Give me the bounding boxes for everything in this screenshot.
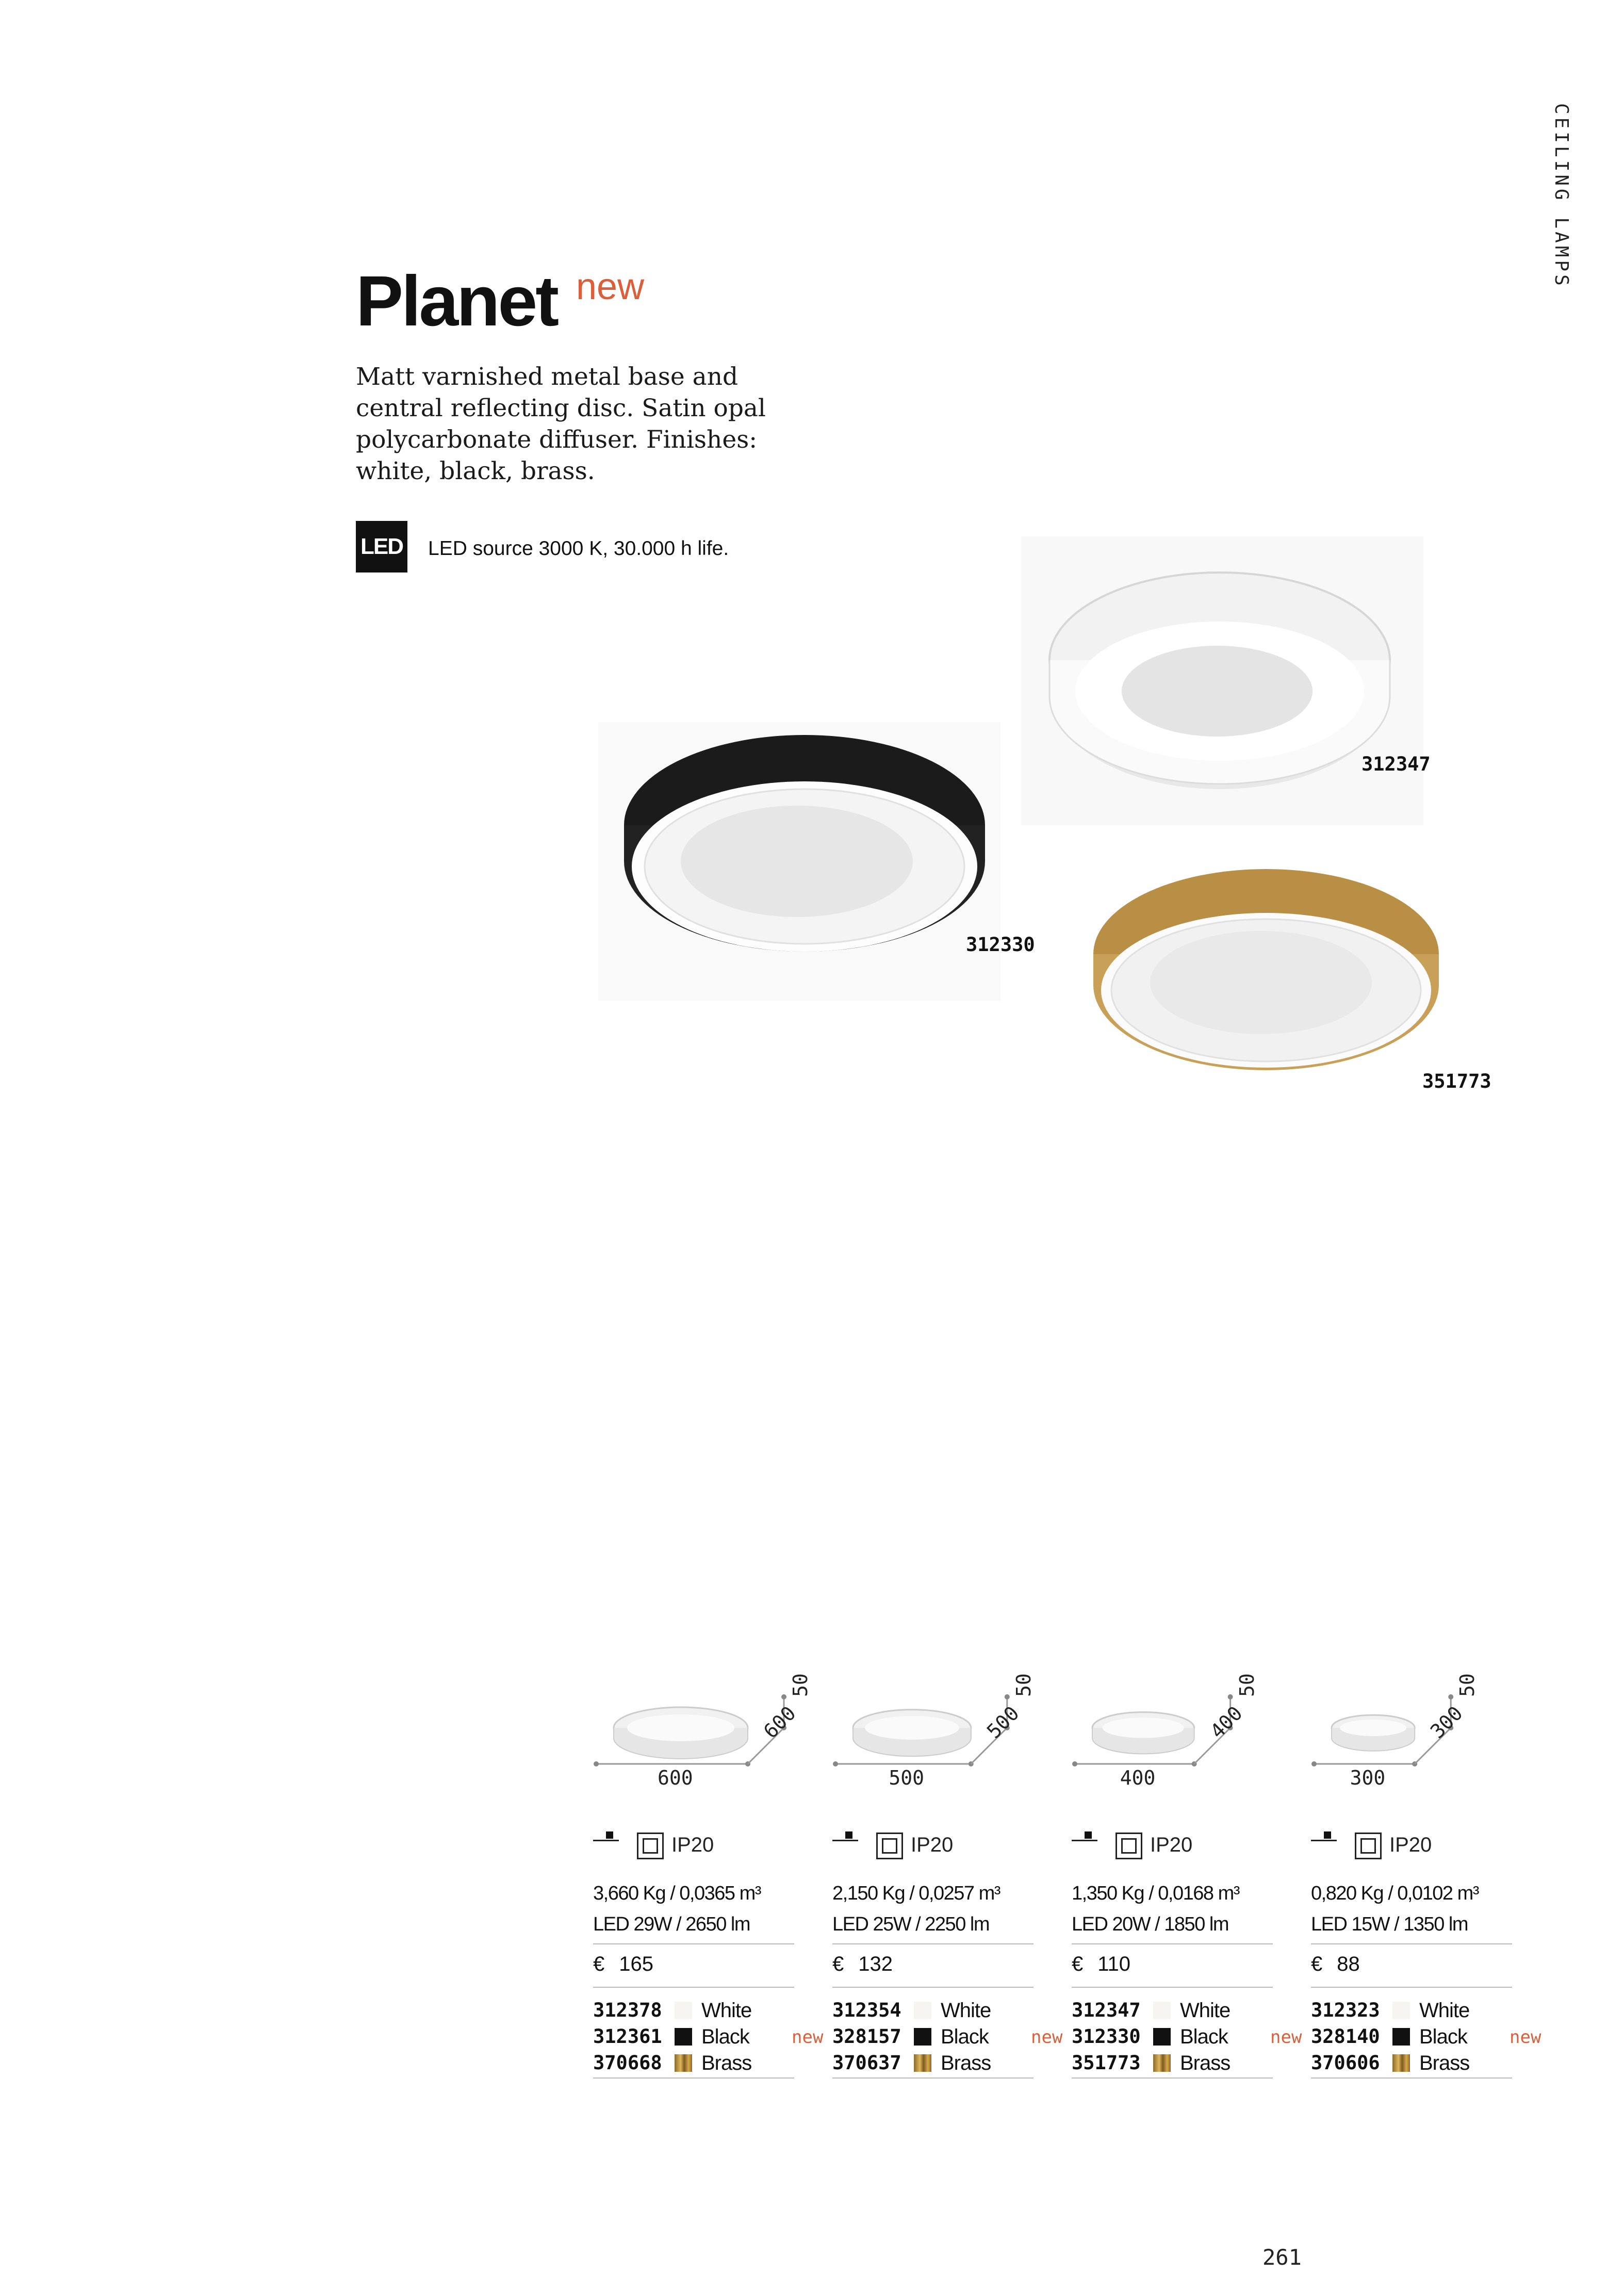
finish-row-white bbox=[1072, 1997, 1309, 2023]
new-tag: new bbox=[792, 2027, 824, 2048]
price bbox=[1311, 1953, 1360, 1976]
finish-name: White bbox=[941, 1999, 991, 2022]
finish-name: Black bbox=[1419, 2025, 1467, 2048]
swatch-brass bbox=[675, 2054, 692, 2072]
article-code: 312330 bbox=[1072, 2025, 1141, 2048]
ip-class-icon bbox=[1355, 1833, 1382, 1859]
swatch-black bbox=[1392, 2028, 1410, 2046]
weight-volume: 1,350 Kg / 0,0168 m³ bbox=[1072, 1883, 1239, 1904]
weight-volume: 2,150 Kg / 0,0257 m³ bbox=[832, 1883, 1000, 1904]
led-power: LED 20W / 1850 lm bbox=[1072, 1913, 1228, 1935]
photo-code-white: 312347 bbox=[1361, 753, 1431, 775]
article-code: 312323 bbox=[1311, 1999, 1380, 2021]
photo-code-brass: 351773 bbox=[1422, 1070, 1491, 1092]
finish-row-white bbox=[1311, 1997, 1548, 2023]
finish-name: Brass bbox=[941, 2052, 991, 2074]
led-power: LED 25W / 2250 lm bbox=[832, 1913, 989, 1935]
dimension-drawing bbox=[1311, 1666, 1517, 1805]
finish-row-brass bbox=[593, 2050, 830, 2075]
currency-symbol: € bbox=[1311, 1953, 1323, 1975]
dim-depth: 600 bbox=[759, 1702, 800, 1743]
article-code: 370606 bbox=[1311, 2052, 1380, 2074]
dim-diameter: 400 bbox=[1120, 1766, 1156, 1789]
price bbox=[593, 1953, 653, 1976]
currency-symbol: € bbox=[1072, 1953, 1084, 1975]
led-power: LED 15W / 1350 lm bbox=[1311, 1913, 1468, 1935]
divider bbox=[832, 1987, 1034, 1988]
divider bbox=[593, 1987, 794, 1988]
finish-name: Black bbox=[701, 2025, 749, 2048]
article-code: 312347 bbox=[1072, 1999, 1141, 2021]
dim-height: 50 bbox=[1012, 1673, 1035, 1697]
finish-name: Black bbox=[941, 2025, 989, 2048]
article-code: 328140 bbox=[1311, 2025, 1380, 2048]
article-code: 312361 bbox=[593, 2025, 662, 2048]
product-title: Planet bbox=[356, 261, 557, 341]
divider bbox=[1311, 1943, 1512, 1944]
mounting-icon bbox=[832, 1828, 858, 1841]
price-value: 165 bbox=[619, 1953, 653, 1975]
divider bbox=[1072, 2077, 1273, 2079]
ip-rating: IP20 bbox=[671, 1834, 714, 1856]
ip-rating-row bbox=[1311, 1828, 1512, 1859]
dim-height: 50 bbox=[1235, 1673, 1258, 1697]
swatch-white bbox=[1392, 2002, 1410, 2019]
swatch-white bbox=[1153, 2002, 1171, 2019]
price bbox=[1072, 1953, 1130, 1976]
new-badge: new bbox=[576, 266, 645, 307]
ip-class-icon bbox=[637, 1833, 664, 1859]
dim-height: 50 bbox=[1456, 1673, 1479, 1697]
section-label: CEILING LAMPS bbox=[1551, 103, 1572, 289]
mounting-icon bbox=[1311, 1828, 1337, 1841]
photo-brass-lamp bbox=[1073, 866, 1459, 1083]
price-value: 110 bbox=[1097, 1953, 1131, 1975]
mounting-icon bbox=[593, 1828, 619, 1841]
divider bbox=[593, 2077, 794, 2079]
dim-depth: 300 bbox=[1426, 1702, 1467, 1743]
currency-symbol: € bbox=[593, 1953, 605, 1975]
price-value: 132 bbox=[858, 1953, 893, 1975]
led-power: LED 29W / 2650 lm bbox=[593, 1913, 750, 1935]
dim-diameter: 600 bbox=[658, 1766, 693, 1789]
ip-rating: IP20 bbox=[1150, 1834, 1193, 1856]
dim-depth: 500 bbox=[982, 1702, 1024, 1743]
finish-row-white bbox=[593, 1997, 830, 2023]
swatch-black bbox=[1153, 2028, 1171, 2046]
finish-name: White bbox=[701, 1999, 752, 2022]
swatch-white bbox=[914, 2002, 931, 2019]
swatch-brass bbox=[1392, 2054, 1410, 2072]
finish-name: Brass bbox=[1419, 2052, 1470, 2074]
finish-name: White bbox=[1180, 1999, 1231, 2022]
dim-diameter: 300 bbox=[1350, 1766, 1386, 1789]
ip-rating-row bbox=[1072, 1828, 1273, 1859]
price bbox=[832, 1953, 893, 1976]
swatch-black bbox=[675, 2028, 692, 2046]
finish-name: White bbox=[1419, 1999, 1470, 2022]
dim-depth: 400 bbox=[1205, 1702, 1247, 1743]
weight-volume: 3,660 Kg / 0,0365 m³ bbox=[593, 1883, 761, 1904]
ip-class-icon bbox=[876, 1833, 903, 1859]
product-description: Matt varnished metal base and central reflecting disc. Satin opal polycarbonate diffuser. Finishes: white, black, brass. bbox=[356, 363, 766, 485]
mounting-icon bbox=[1072, 1828, 1097, 1841]
divider bbox=[832, 2077, 1034, 2079]
swatch-white bbox=[675, 2002, 692, 2019]
dimension-drawing bbox=[832, 1666, 1039, 1805]
finish-name: Black bbox=[1180, 2025, 1228, 2048]
finish-name: Brass bbox=[1180, 2052, 1231, 2074]
swatch-black bbox=[914, 2028, 931, 2046]
photo-code-black: 312330 bbox=[966, 934, 1035, 956]
divider bbox=[1311, 2077, 1512, 2079]
ip-rating: IP20 bbox=[911, 1834, 954, 1856]
finish-name: Brass bbox=[701, 2052, 752, 2074]
new-tag: new bbox=[1270, 2027, 1302, 2048]
finish-row-brass bbox=[1311, 2050, 1548, 2075]
finish-row-white bbox=[832, 1997, 1070, 2023]
article-code: 312378 bbox=[593, 1999, 662, 2021]
article-code: 312354 bbox=[832, 1999, 901, 2021]
divider bbox=[1072, 1987, 1273, 1988]
page-number: 261 bbox=[1262, 2245, 1302, 2270]
divider bbox=[832, 1943, 1034, 1944]
ip-class-icon bbox=[1116, 1833, 1142, 1859]
currency-symbol: € bbox=[832, 1953, 844, 1975]
divider bbox=[593, 1943, 794, 1944]
new-tag: new bbox=[1031, 2027, 1063, 2048]
finish-row-brass bbox=[1072, 2050, 1309, 2075]
photo-black-lamp bbox=[598, 722, 1000, 1001]
swatch-brass bbox=[1153, 2054, 1171, 2072]
article-code: 370637 bbox=[832, 2052, 901, 2074]
ip-rating-row bbox=[593, 1828, 794, 1859]
swatch-brass bbox=[914, 2054, 931, 2072]
finish-row-brass bbox=[832, 2050, 1070, 2075]
ip-rating-row bbox=[832, 1828, 1034, 1859]
dim-diameter: 500 bbox=[889, 1766, 925, 1789]
divider bbox=[1072, 1943, 1273, 1944]
ip-rating: IP20 bbox=[1389, 1834, 1432, 1856]
dim-height: 50 bbox=[789, 1673, 812, 1697]
article-code: 370668 bbox=[593, 2052, 662, 2074]
weight-volume: 0,820 Kg / 0,0102 m³ bbox=[1311, 1883, 1479, 1904]
article-code: 351773 bbox=[1072, 2052, 1141, 2074]
price-value: 88 bbox=[1337, 1953, 1360, 1975]
led-icon: LED bbox=[356, 521, 407, 572]
led-info: LED source 3000 K, 30.000 h life. bbox=[428, 537, 729, 560]
divider bbox=[1311, 1987, 1512, 1988]
new-tag: new bbox=[1510, 2027, 1541, 2048]
article-code: 328157 bbox=[832, 2025, 901, 2048]
photo-white-lamp bbox=[1021, 536, 1423, 825]
